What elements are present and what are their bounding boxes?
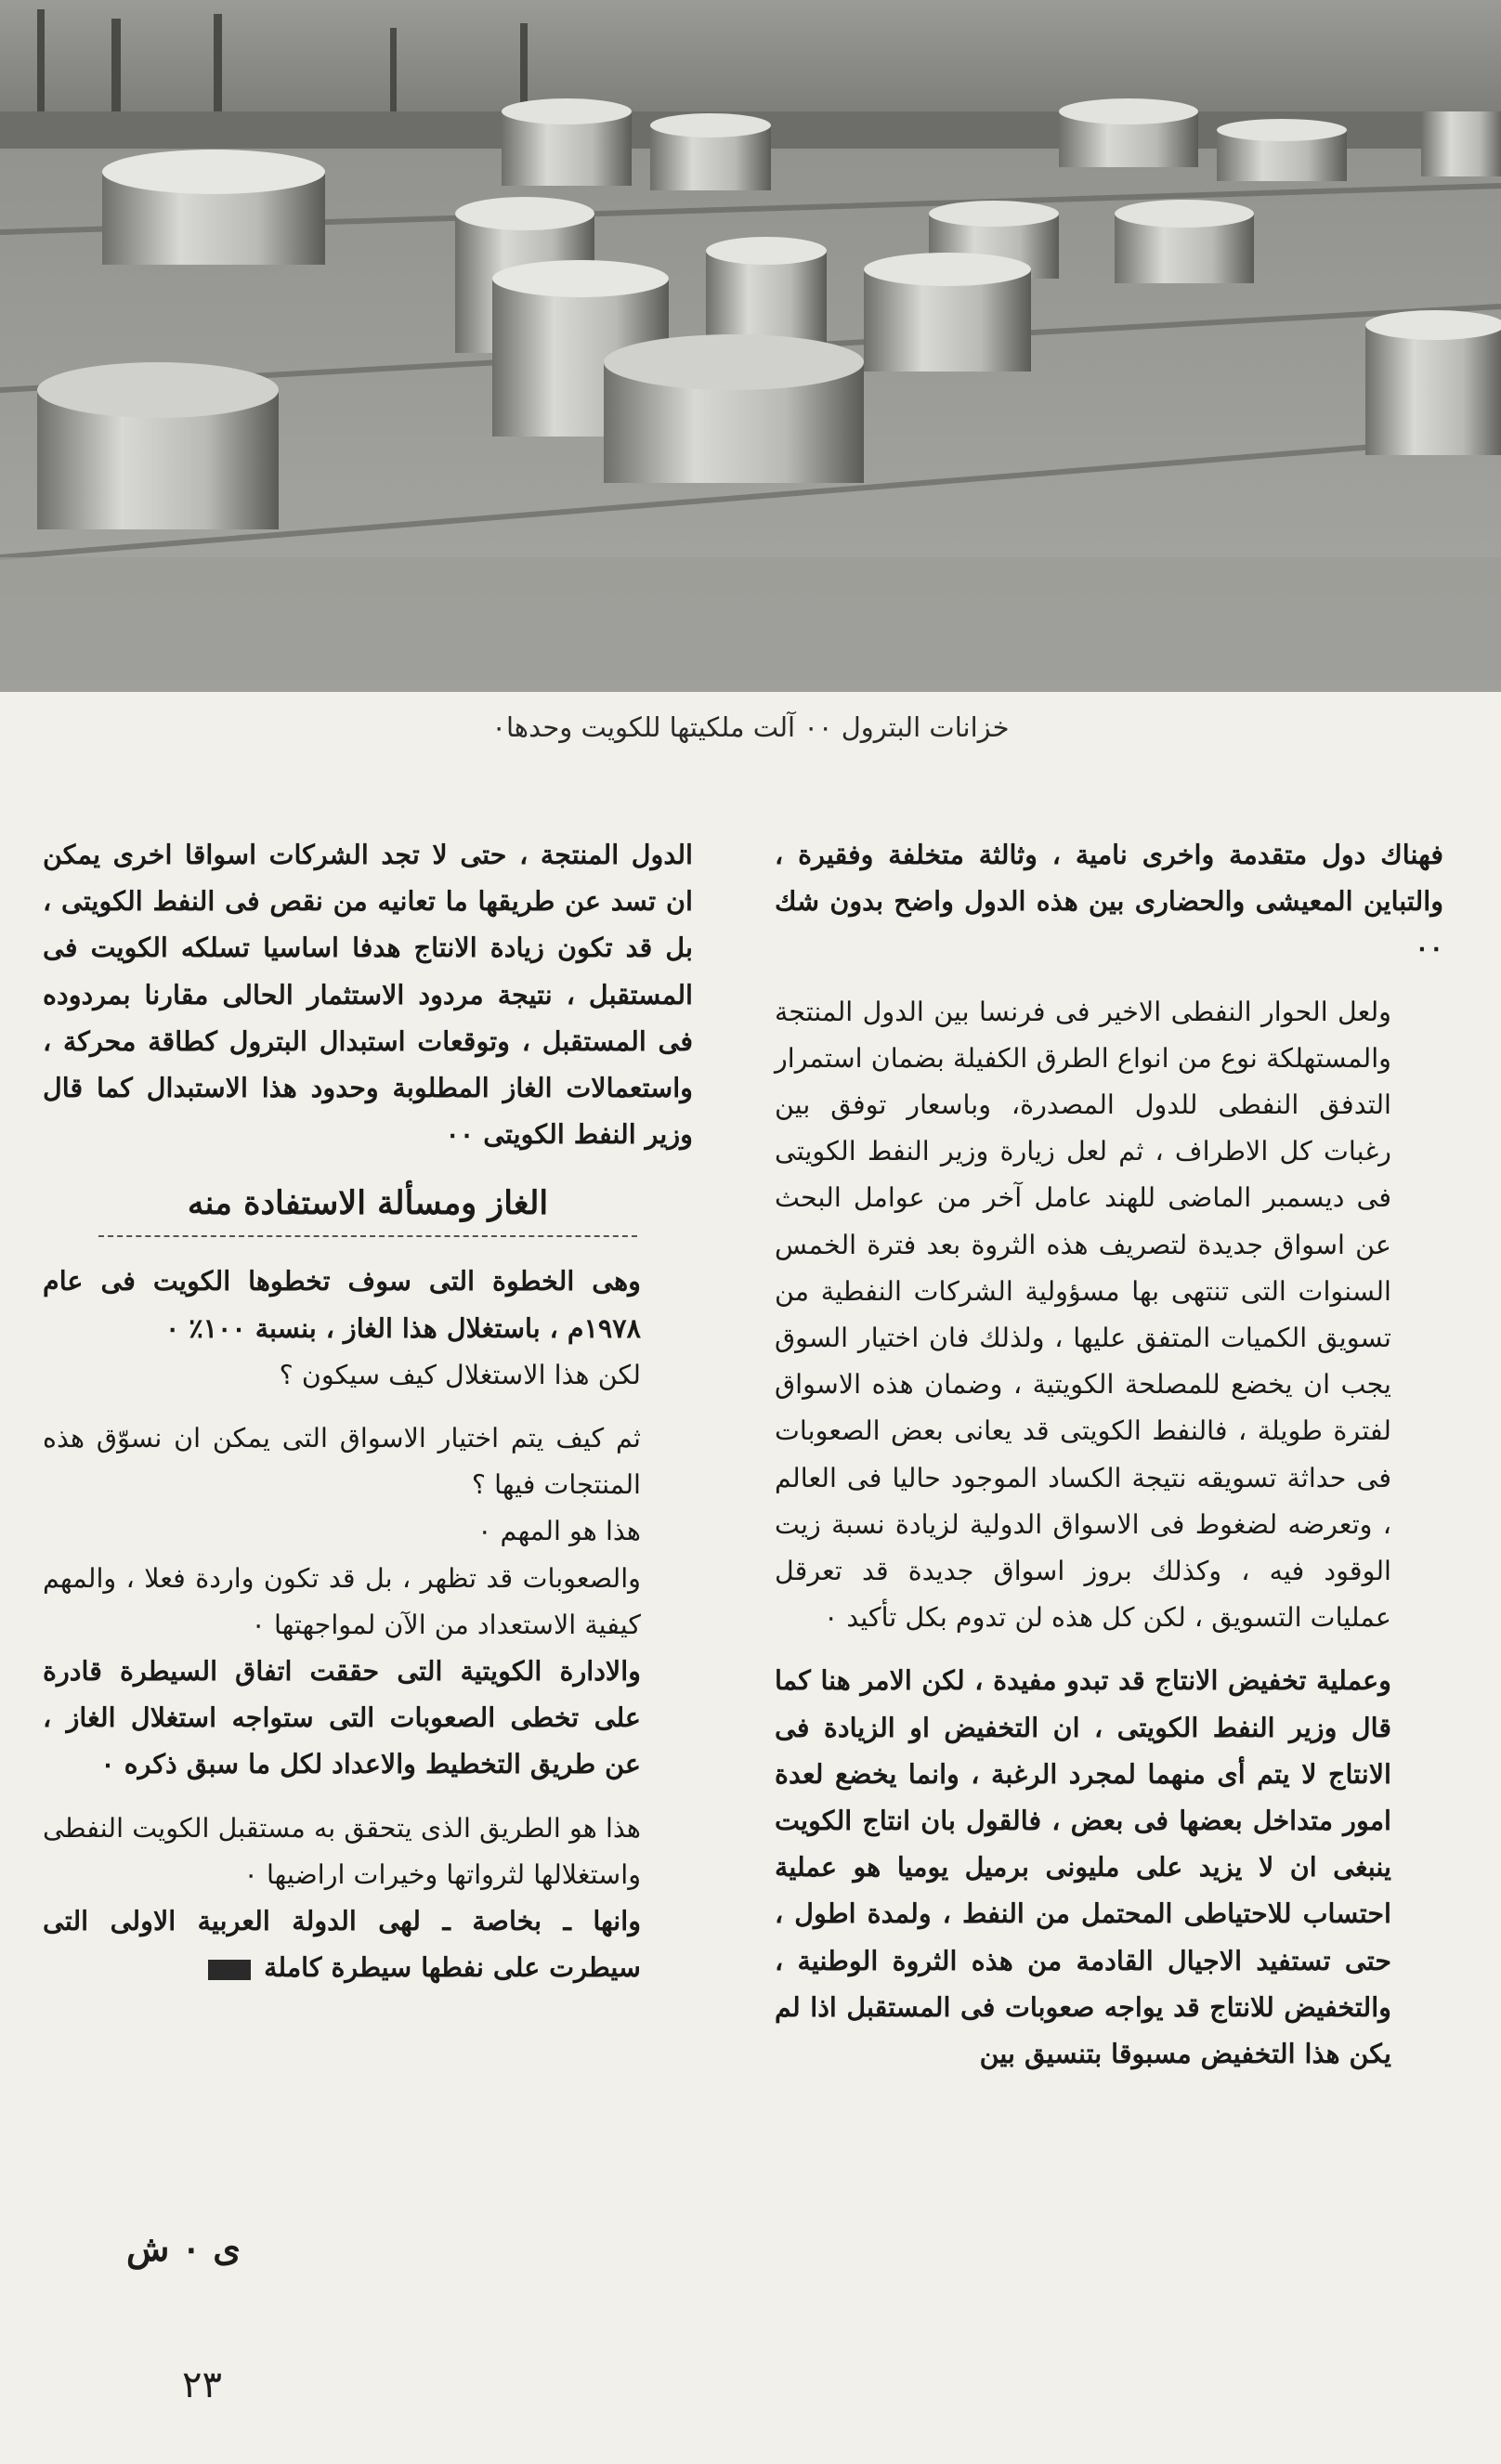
paragraph: والصعوبات قد تظهر ، بل قد تكون واردة فعلا ، والمهم كيفية الاستعداد من الآن لمواجهتها ٠ bbox=[43, 1561, 641, 1640]
paragraph: وهى الخطوة التى سوف تخطوها الكويت فى عام ١٩٧٨م ، باستغلال هذا الغاز ، بنسبة ١٠٠٪ ٠ bbox=[43, 1265, 641, 1344]
paragraph: هذا هو المهم ٠ bbox=[477, 1515, 641, 1547]
end-mark-icon bbox=[208, 1960, 251, 1980]
paragraph: ولعل الحوار النفطى الاخير فى فرنسا بين الدول المنتجة والمستهلكة نوع من انواع الطرق الكفيلة بضمان استمرار التدفق النفطى للدول المصدرة، وباسعار توفق بين رغبات كل الاطراف ، ثم لعل زيارة وزير النفط الكويتى فى ديسمبر الماضى للهند عامل آخر من عوامل البحث عن اسواق جديدة لتصريف هذه الثروة بعد فترة الخمس السنوات التى تنتهى بها مسؤولية الشركات النفطية من تسويق الكميات المتفق عليها ، ولذلك فان اختيار السوق يجب ان يخضع للمصلحة الكويتية ، وضمان هذه الاسواق لفترة طويلة ، فالنفط الكويتى قد يعانى بعض الصعوبات فى حداثة تسويقه نتيجة الكساد الموجود حاليا فى العالم ، وتعرضه لضغوط فى الاسواق الدولية لزيادة نسبة زيت الوقود فيه ، وكذلك بروز اسواق جديدة قد تعرقل عمليات التسويق ، لكن كل هذه لن تدوم بكل تأكيد ٠ bbox=[775, 995, 1391, 1634]
page-number: ٢٣ bbox=[182, 2364, 222, 2406]
heading-divider bbox=[98, 1235, 637, 1237]
oil-storage-tanks-photo bbox=[0, 0, 1501, 692]
article-column-left bbox=[43, 831, 693, 1990]
paragraph: ثم كيف يتم اختيار الاسواق التى يمكن ان نسوّق هذه المنتجات فيها ؟ bbox=[43, 1422, 641, 1501]
author-signature: ى ٠ ش bbox=[126, 2227, 241, 2269]
section-heading: الغاز ومسألة الاستفادة منه bbox=[187, 1184, 549, 1223]
paragraph: الدول المنتجة ، حتى لا تجد الشركات اسواقا اخرى يمكن ان تسد عن طريقها ما تعانيه من نقص فى النفط الكويتى ، بل قد تكون زيادة الانتاج هدفا اساسيا تسلكه الكويت فى المستقبل ، نتيجة مردود الاستثمار الحالى مقارنا بمردوده فى المستقبل ، وتوقعات استبدال البترول كطاقة محركة ، واستعمالات الغاز المطلوبة وحدود هذا الاستبدال كما قال وزير النفط الكويتى ٠٠ bbox=[43, 839, 693, 1151]
paragraph: وعملية تخفيض الانتاج قد تبدو مفيدة ، لكن الامر هنا كما قال وزير النفط الكويتى ، ان التخفيض او الزيادة فى الانتاج لا يتم أى منهما لمجرد الرغبة ، وانما يخضع لعدة امور متداخل بعضها فى بعض ، فالقول بان انتاج الكويت ينبغى ان لا يزيد على مليونى برميل يوميا هو عملية احتساب للاحتياطى المحتمل من النفط ، ولمدة اطول ، حتى تستفيد الاجيال القادمة من هذه الثروة الوطنية ، والتخفيض للانتاج قد يواجه صعوبات فى المستقبل اذا لم يكن هذا التخفيض مسبوقا بتنسيق بين bbox=[775, 1664, 1391, 2070]
paragraph: وانها ـ بخاصة ـ لهى الدولة العربية الاولى التى سيطرت على نفطها سيطرة كاملة bbox=[43, 1905, 641, 1984]
paragraph: والادارة الكويتية التى حققت اتفاق السيطرة قادرة على تخطى الصعوبات التى ستواجه استغلال الغاز ، عن طريق التخطيط والاعداد لكل ما سبق ذكره ٠ bbox=[43, 1655, 641, 1780]
paragraph: فهناك دول متقدمة واخرى نامية ، وثالثة متخلفة وفقيرة ، والتباين المعيشى والحضارى بين هذه الدول واضح بدون شك ٠٠ bbox=[775, 839, 1443, 964]
paragraph: هذا هو الطريق الذى يتحقق به مستقبل الكويت النفطى واستغلالها لثرواتها وخيرات اراضيها ٠ bbox=[43, 1811, 641, 1890]
paragraph: لكن هذا الاستغلال كيف سيكون ؟ bbox=[279, 1358, 641, 1390]
article-column-right bbox=[775, 831, 1443, 2077]
photo-caption: خزانات البترول ٠٠ آلت ملكيتها للكويت وحدها٠ bbox=[491, 711, 1010, 743]
